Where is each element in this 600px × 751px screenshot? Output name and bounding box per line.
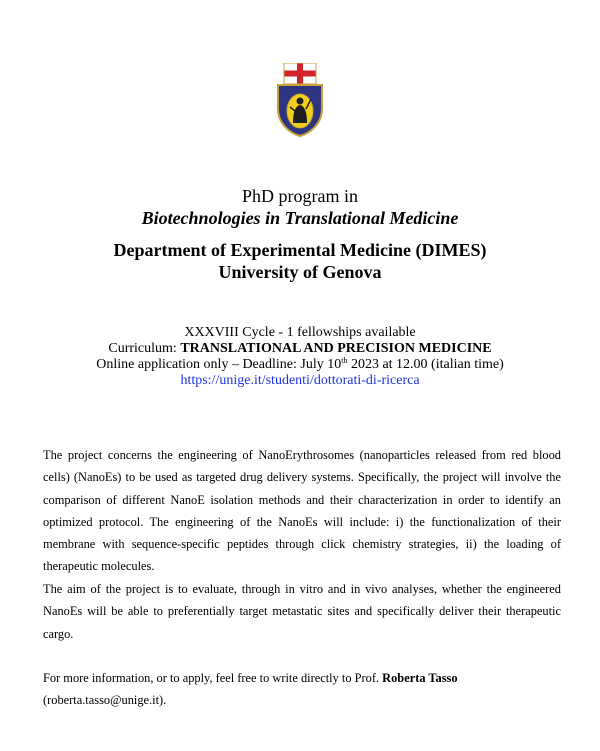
contact-name: Roberta Tasso [382, 671, 458, 685]
deadline-prefix: Online application only – Deadline: July 10 [96, 357, 342, 372]
program-name: Biotechnologies in Translational Medicine [141, 208, 459, 228]
department-name: Department of Experimental Medicine (DIMES) [113, 240, 487, 260]
university-name: University of Genova [218, 262, 382, 282]
curriculum-line [0, 341, 600, 357]
university-crest-logo [276, 63, 324, 137]
project-aim-paragraph: The aim of the project is to evaluate, through in vitro and in vivo analyses, whether the engineered NanoEs will be able to preferentially target metastatic sites and specifically deliver their therapeutic cargo. [43, 582, 561, 641]
deadline-suffix: 2023 at 12.00 (italian time) [347, 357, 504, 372]
contact-email[interactable]: (roberta.tasso@unige.it). [43, 693, 167, 708]
deadline-ordinal: th [341, 356, 348, 365]
crest-figure-head [297, 98, 304, 105]
deadline-line [0, 357, 600, 373]
curriculum-value: TRANSLATIONAL AND PRECISION MEDICINE [180, 341, 492, 356]
contact-paragraph [43, 667, 561, 712]
cycle-info: XXXVIII Cycle - 1 fellowships available [184, 325, 416, 340]
contact-prefix: For more information, or to apply, feel free to write directly to Prof. [43, 671, 383, 685]
project-description-paragraph: The project concerns the engineering of NanoErythrosomes (nanoparticles released from red blood cells) (NanoEs) to be used as targeted drug delivery systems. Specifically, the project will involve the comparison of different NanoE isolation methods and their characterization in order to identify an optimized protocol. The engineering of the NanoEs will include: i) the functionalization of their membrane with sequence-specific peptides through click chemistry strategies, ii) the loading of therapeutic molecules. [43, 448, 561, 574]
application-link[interactable]: https://unige.it/studenti/dottorati-di-ricerca [180, 373, 420, 388]
crest-cross-horizontal [285, 71, 316, 77]
program-line: PhD program in [242, 186, 358, 206]
curriculum-label: Curriculum: [108, 341, 181, 356]
